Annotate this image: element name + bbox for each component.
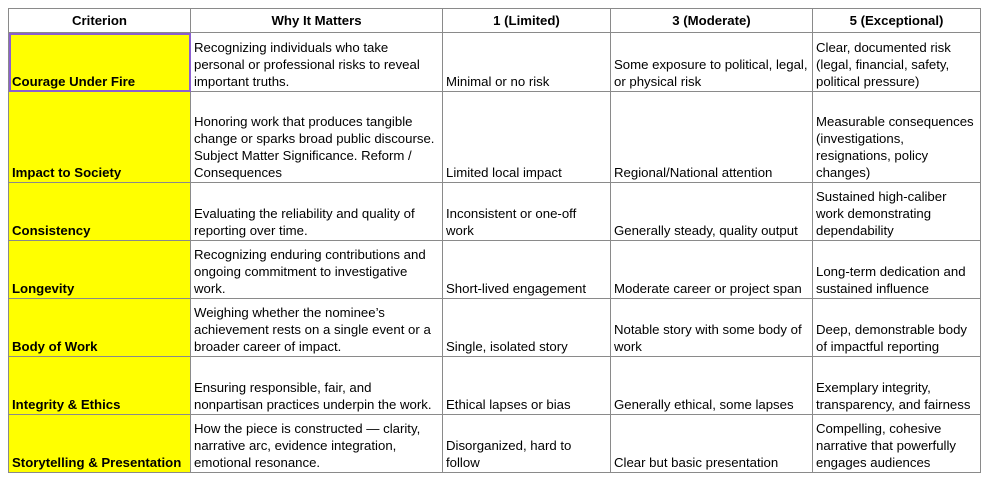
header-exceptional[interactable]: 5 (Exceptional)	[813, 9, 981, 33]
header-criterion[interactable]: Criterion	[9, 9, 191, 33]
why-cell[interactable]: Ensuring responsible, fair, and nonpartisan practices underpin the work.	[191, 357, 443, 415]
moderate-cell[interactable]: Clear but basic presentation	[611, 415, 813, 473]
why-cell[interactable]: Recognizing enduring contributions and ongoing commitment to investigative work.	[191, 241, 443, 299]
limited-cell[interactable]: Short-lived engagement	[443, 241, 611, 299]
criterion-cell[interactable]: Longevity	[9, 241, 191, 299]
why-cell[interactable]: Honoring work that produces tangible change or sparks broad public discourse. Subject Matter Significance. Reform / Consequences	[191, 92, 443, 183]
moderate-cell[interactable]: Some exposure to political, legal, or physical risk	[611, 33, 813, 92]
exceptional-cell[interactable]: Sustained high-caliber work demonstrating dependability	[813, 183, 981, 241]
moderate-cell[interactable]: Moderate career or project span	[611, 241, 813, 299]
limited-cell[interactable]: Limited local impact	[443, 92, 611, 183]
why-cell[interactable]: Weighing whether the nominee’s achievement rests on a single event or a broader career of impact.	[191, 299, 443, 357]
table-row	[9, 299, 981, 357]
table-row	[9, 33, 981, 92]
criterion-cell[interactable]: Impact to Society	[9, 92, 191, 183]
exceptional-cell[interactable]: Measurable consequences (investigations, resignations, policy changes)	[813, 92, 981, 183]
limited-cell[interactable]: Disorganized, hard to follow	[443, 415, 611, 473]
limited-cell[interactable]: Inconsistent or one-off work	[443, 183, 611, 241]
why-cell[interactable]: Recognizing individuals who take personal or professional risks to reveal important truths.	[191, 33, 443, 92]
spreadsheet-area	[8, 8, 981, 473]
limited-cell[interactable]: Ethical lapses or bias	[443, 357, 611, 415]
criterion-cell[interactable]: Courage Under Fire	[9, 33, 191, 92]
moderate-cell[interactable]: Generally ethical, some lapses	[611, 357, 813, 415]
header-why-it-matters[interactable]: Why It Matters	[191, 9, 443, 33]
header-limited[interactable]: 1 (Limited)	[443, 9, 611, 33]
rubric-table	[8, 8, 981, 473]
criterion-cell[interactable]: Storytelling & Presentation	[9, 415, 191, 473]
moderate-cell[interactable]: Regional/National attention	[611, 92, 813, 183]
exceptional-cell[interactable]: Long-term dedication and sustained influence	[813, 241, 981, 299]
exceptional-cell[interactable]: Exemplary integrity, transparency, and fairness	[813, 357, 981, 415]
exceptional-cell[interactable]: Compelling, cohesive narrative that powerfully engages audiences	[813, 415, 981, 473]
criterion-cell[interactable]: Consistency	[9, 183, 191, 241]
table-row	[9, 241, 981, 299]
exceptional-cell[interactable]: Clear, documented risk (legal, financial, safety, political pressure)	[813, 33, 981, 92]
limited-cell[interactable]: Minimal or no risk	[443, 33, 611, 92]
table-row	[9, 183, 981, 241]
table-row	[9, 415, 981, 473]
header-row	[9, 9, 981, 33]
table-row	[9, 357, 981, 415]
criterion-cell[interactable]: Integrity & Ethics	[9, 357, 191, 415]
limited-cell[interactable]: Single, isolated story	[443, 299, 611, 357]
exceptional-cell[interactable]: Deep, demonstrable body of impactful reporting	[813, 299, 981, 357]
why-cell[interactable]: How the piece is constructed — clarity, narrative arc, evidence integration, emotional resonance.	[191, 415, 443, 473]
moderate-cell[interactable]: Generally steady, quality output	[611, 183, 813, 241]
moderate-cell[interactable]: Notable story with some body of work	[611, 299, 813, 357]
header-moderate[interactable]: 3 (Moderate)	[611, 9, 813, 33]
criterion-cell[interactable]: Body of Work	[9, 299, 191, 357]
table-row	[9, 92, 981, 183]
why-cell[interactable]: Evaluating the reliability and quality of reporting over time.	[191, 183, 443, 241]
